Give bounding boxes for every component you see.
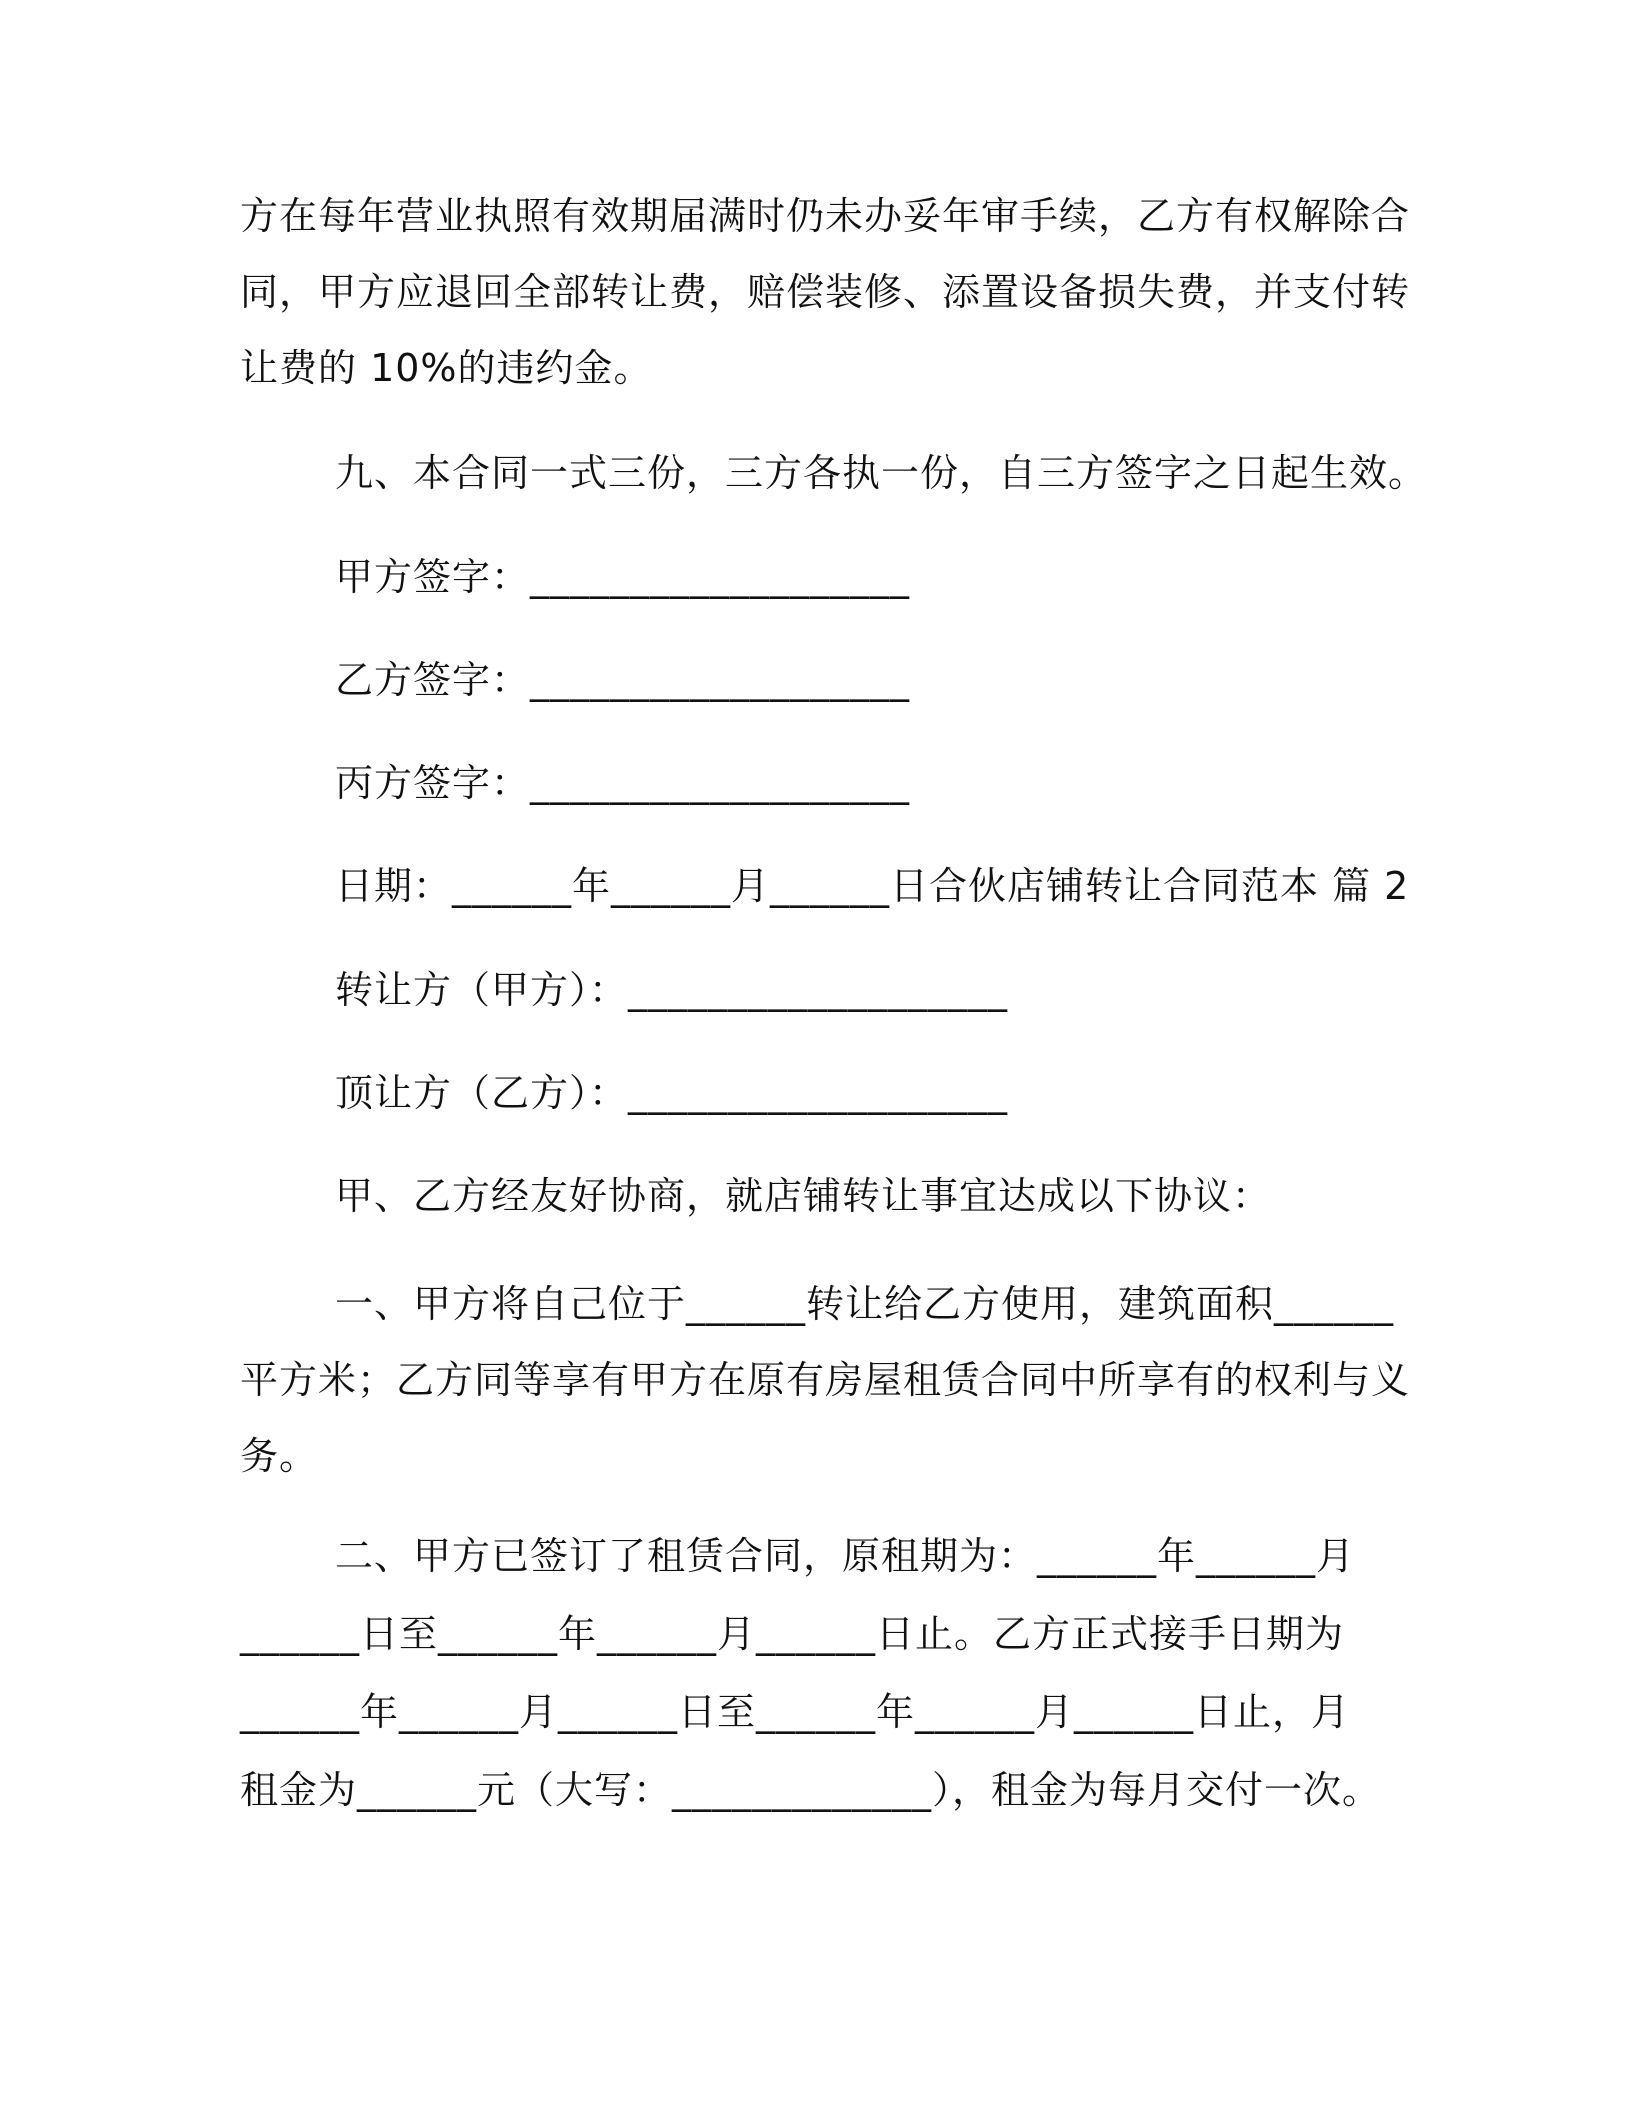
signature-party-c: 丙方签字：___________________ [335, 761, 911, 805]
clause-one-line: 平方米；乙方同等享有甲方在原有房屋租赁合同中所享有的权利与义 [240, 1358, 1411, 1402]
clause-two-line: 租金为______元（大写：_____________），租金为每月交付一次。 [240, 1768, 1382, 1812]
transferor-line: 转让方（甲方）：___________________ [335, 968, 1009, 1012]
agreement-intro: 甲、乙方经友好协商，就店铺转让事宜达成以下协议： [335, 1174, 1272, 1218]
clause-two-line: ______日至______年______月______日止。乙方正式接手日期为 [240, 1612, 1345, 1656]
clause-two-line: ______年______月______日至______年______月______日止，月 [240, 1690, 1351, 1734]
clause-one-line: 务。 [240, 1434, 319, 1478]
clause-nine: 九、本合同一式三份，三方各执一份，自三方签字之日起生效。 [335, 451, 1428, 495]
date-and-title-line: 日期：______年______月______日合伙店铺转让合同范本 篇 2 [335, 864, 1410, 908]
paragraph-line: 让费的 10%的违约金。 [240, 346, 653, 390]
paragraph-line: 同，甲方应退回全部转让费，赔偿装修、添置设备损失费，并支付转 [240, 270, 1411, 314]
signature-party-a: 甲方签字：___________________ [335, 555, 911, 599]
paragraph-line: 方在每年营业执照有效期届满时仍未办妥年审手续，乙方有权解除合 [240, 194, 1411, 238]
clause-two-line: 二、甲方已签订了租赁合同，原租期为：______年______月 [335, 1534, 1356, 1578]
signature-party-b: 乙方签字：___________________ [335, 658, 911, 702]
transferee-line: 顶让方（乙方）：___________________ [335, 1071, 1009, 1115]
clause-one-line: 一、甲方将自己位于______转让给乙方使用，建筑面积______ [335, 1282, 1395, 1326]
